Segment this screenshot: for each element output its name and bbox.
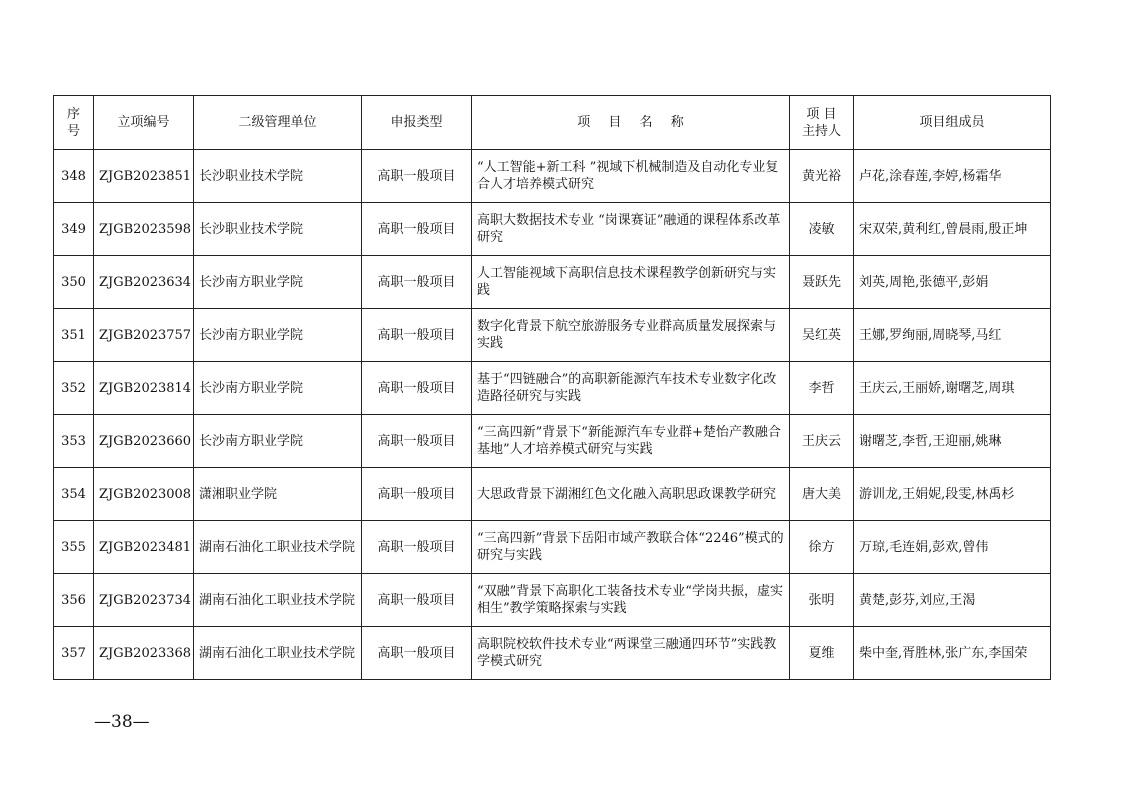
cell-type: 高职一般项目 — [362, 256, 472, 309]
header-unit: 二级管理单位 — [194, 96, 362, 150]
cell-code: ZJGB2023368 — [94, 627, 194, 680]
cell-code: ZJGB2023481 — [94, 521, 194, 574]
project-table-container — [53, 95, 1050, 680]
cell-host: 王庆云 — [790, 415, 854, 468]
table-row — [54, 468, 1051, 521]
cell-members: 刘英,周艳,张德平,彭娟 — [854, 256, 1051, 309]
cell-project-name: 数字化背景下航空旅游服务专业群高质量发展探索与实践 — [472, 309, 790, 362]
page-number: —38— — [94, 712, 150, 732]
header-seq: 序 号 — [54, 96, 94, 150]
cell-code: ZJGB2023660 — [94, 415, 194, 468]
cell-type: 高职一般项目 — [362, 521, 472, 574]
table-row — [54, 203, 1051, 256]
header-type: 申报类型 — [362, 96, 472, 150]
cell-members: 谢曙芝,李哲,王迎丽,姚琳 — [854, 415, 1051, 468]
cell-type: 高职一般项目 — [362, 415, 472, 468]
cell-unit: 湖南石油化工职业技术学院 — [194, 627, 362, 680]
cell-host: 夏维 — [790, 627, 854, 680]
cell-unit: 湖南石油化工职业技术学院 — [194, 521, 362, 574]
cell-unit: 长沙南方职业学院 — [194, 415, 362, 468]
cell-seq: 356 — [54, 574, 94, 627]
cell-host: 李哲 — [790, 362, 854, 415]
cell-seq: 350 — [54, 256, 94, 309]
cell-project-name: 人工智能视域下高职信息技术课程教学创新研究与实践 — [472, 256, 790, 309]
header-name: 项 目 名 称 — [472, 96, 790, 150]
table-row — [54, 574, 1051, 627]
cell-host: 唐大美 — [790, 468, 854, 521]
cell-type: 高职一般项目 — [362, 627, 472, 680]
cell-project-name: “三高四新”背景下岳阳市域产教联合体“2246”模式的研究与实践 — [472, 521, 790, 574]
cell-seq: 355 — [54, 521, 94, 574]
project-table — [53, 95, 1051, 680]
header-members: 项目组成员 — [854, 96, 1051, 150]
cell-type: 高职一般项目 — [362, 362, 472, 415]
cell-project-name: “人工智能+新工科 ”视域下机械制造及自动化专业复合人才培养模式研究 — [472, 150, 790, 203]
cell-seq: 348 — [54, 150, 94, 203]
table-body — [54, 150, 1051, 680]
cell-seq: 351 — [54, 309, 94, 362]
cell-unit: 长沙职业技术学院 — [194, 203, 362, 256]
cell-project-name: “三高四新”背景下“新能源汽车专业群+楚怡产教融合基地”人才培养模式研究与实践 — [472, 415, 790, 468]
cell-members: 卢花,涂春莲,李婷,杨霜华 — [854, 150, 1051, 203]
table-row — [54, 362, 1051, 415]
cell-members: 游训龙,王娟妮,段雯,林禹杉 — [854, 468, 1051, 521]
cell-project-name: 大思政背景下湖湘红色文化融入高职思政课教学研究 — [472, 468, 790, 521]
cell-unit: 长沙南方职业学院 — [194, 362, 362, 415]
cell-unit: 长沙南方职业学院 — [194, 256, 362, 309]
table-row — [54, 256, 1051, 309]
cell-members: 柴中奎,胥胜林,张广东,李国荣 — [854, 627, 1051, 680]
cell-host: 徐方 — [790, 521, 854, 574]
cell-unit: 潇湘职业学院 — [194, 468, 362, 521]
cell-code: ZJGB2023598 — [94, 203, 194, 256]
cell-code: ZJGB2023851 — [94, 150, 194, 203]
cell-seq: 352 — [54, 362, 94, 415]
cell-type: 高职一般项目 — [362, 150, 472, 203]
table-row — [54, 150, 1051, 203]
cell-unit: 长沙南方职业学院 — [194, 309, 362, 362]
cell-seq: 349 — [54, 203, 94, 256]
cell-project-name: 高职大数据技术专业 “岗课赛证”融通的课程体系改革研究 — [472, 203, 790, 256]
cell-code: ZJGB2023734 — [94, 574, 194, 627]
cell-seq: 353 — [54, 415, 94, 468]
cell-seq: 354 — [54, 468, 94, 521]
cell-host: 凌敏 — [790, 203, 854, 256]
cell-members: 黄楚,彭芬,刘应,王渴 — [854, 574, 1051, 627]
cell-host: 吴红英 — [790, 309, 854, 362]
cell-members: 万琼,毛连娟,彭欢,曾伟 — [854, 521, 1051, 574]
cell-host: 聂跃先 — [790, 256, 854, 309]
cell-code: ZJGB2023814 — [94, 362, 194, 415]
cell-type: 高职一般项目 — [362, 468, 472, 521]
table-row — [54, 415, 1051, 468]
header-host: 项 目 主持人 — [790, 96, 854, 150]
cell-type: 高职一般项目 — [362, 309, 472, 362]
table-row — [54, 627, 1051, 680]
cell-type: 高职一般项目 — [362, 203, 472, 256]
cell-code: ZJGB2023008 — [94, 468, 194, 521]
table-row — [54, 521, 1051, 574]
cell-members: 王娜,罗绚丽,周晓琴,马红 — [854, 309, 1051, 362]
cell-type: 高职一般项目 — [362, 574, 472, 627]
cell-code: ZJGB2023634 — [94, 256, 194, 309]
table-row — [54, 309, 1051, 362]
cell-host: 张明 — [790, 574, 854, 627]
cell-code: ZJGB2023757 — [94, 309, 194, 362]
cell-members: 王庆云,王丽娇,谢曙芝,周琪 — [854, 362, 1051, 415]
header-code: 立项编号 — [94, 96, 194, 150]
table-header-row — [54, 96, 1051, 150]
cell-members: 宋双荣,黄利红,曾晨雨,殷正坤 — [854, 203, 1051, 256]
cell-project-name: 基于“四链融合”的高职新能源汽车技术专业数字化改造路径研究与实践 — [472, 362, 790, 415]
cell-unit: 湖南石油化工职业技术学院 — [194, 574, 362, 627]
cell-project-name: 高职院校软件技术专业“两课堂三融通四环节”实践教学模式研究 — [472, 627, 790, 680]
cell-seq: 357 — [54, 627, 94, 680]
cell-host: 黄光裕 — [790, 150, 854, 203]
cell-project-name: “双融”背景下高职化工装备技术专业“学岗共振，虚实相生”教学策略探索与实践 — [472, 574, 790, 627]
cell-unit: 长沙职业技术学院 — [194, 150, 362, 203]
